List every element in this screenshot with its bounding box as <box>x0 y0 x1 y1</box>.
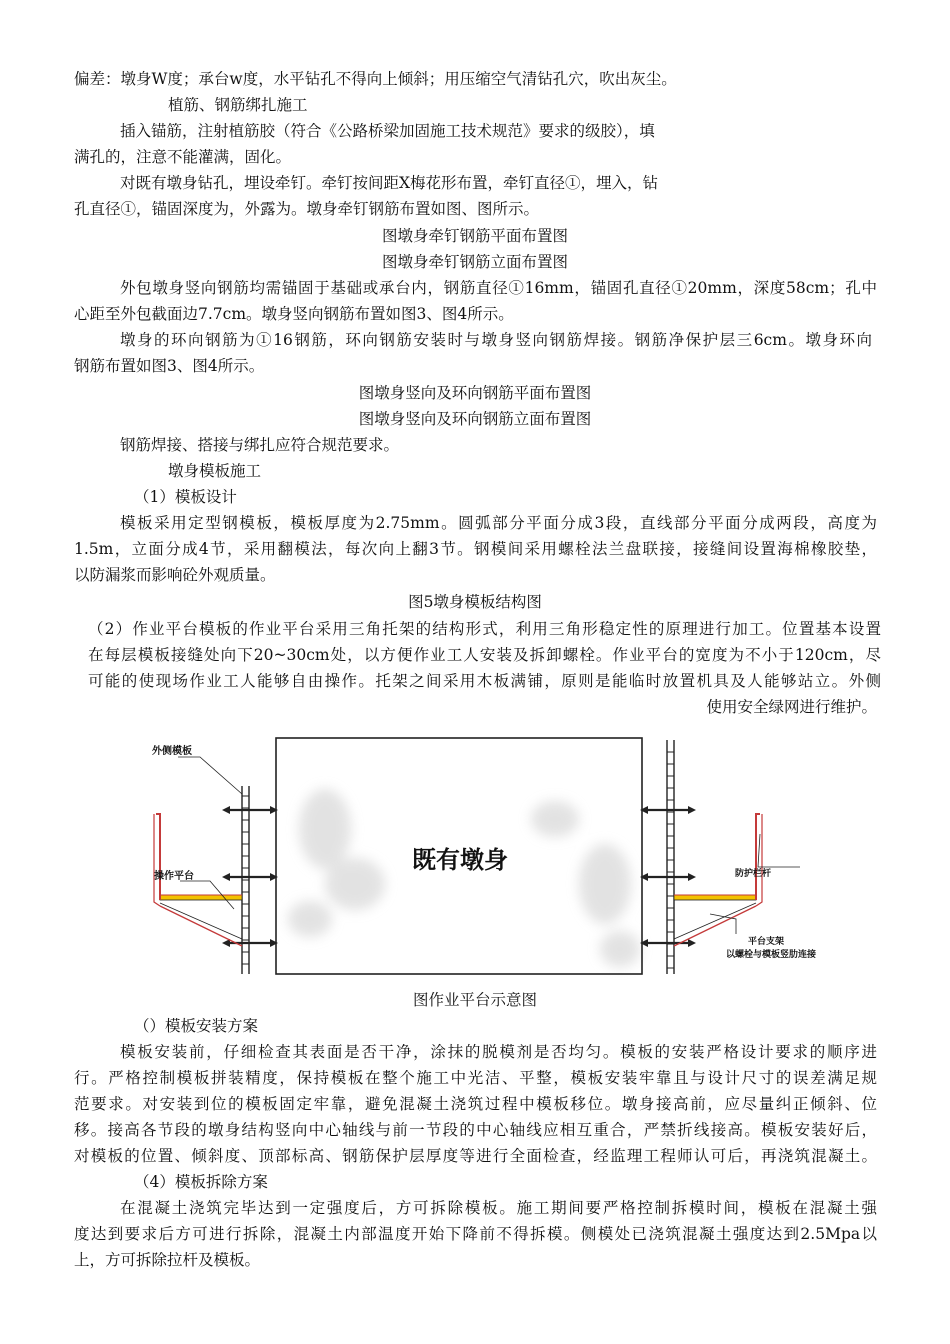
para-line: 移。接高各节段的墩身结构竖向中心轴线与前一节段的中心轴线应相互重合，严禁折线接高。模板安装好后， <box>74 1121 877 1139</box>
para-line: 偏差：墩身W度；承台w度，水平钻孔不得向上倾斜；用压缩空气清钻孔穴，吹出灰尘。 <box>74 70 677 88</box>
figure-caption: 图墩身牵钉钢筋平面布置图 <box>381 227 568 245</box>
para-line: 墩身的环向钢筋为①16钢筋，环向钢筋安装时与墩身竖向钢筋焊接。钢筋净保护层三6cm。墩身环向 <box>120 331 872 349</box>
para-line: 钢筋焊接、搭接与绑扎应符合规范要求。 <box>120 436 400 454</box>
para-line: 满孔的，注意不能灌满，固化。 <box>74 148 292 166</box>
section-heading: 植筋、钢筋绑扎施工 <box>168 96 308 114</box>
para-line: 范要求。对安装到位的模板固定牢靠，避免混凝土浇筑过程中模板移位。墩身接高前，应尽量纠正倾斜、位 <box>74 1095 877 1113</box>
para-line: 孔直径①，锚固深度为，外露为。墩身牵钉钢筋布置如图、图所示。 <box>74 200 540 218</box>
para-line: 1.5m，立面分成4节，采用翻模法，每次向上翻3节。钢模间采用螺栓法兰盘联接，接缝间设置海棉橡胶垫， <box>74 540 877 558</box>
para-line: 钢筋布置如图3、图4所示。 <box>74 357 265 375</box>
platform-diagram <box>150 734 817 974</box>
subsection-heading: （1）模板设计 <box>134 488 237 506</box>
label-support-connection: 以螺栓与模板竖肋连接 <box>726 950 817 960</box>
para-line: 对模板的位置、倾斜度、顶部标高、钢筋保护层厚度等进行全面检查，经监理工程师认可后，再浇筑混凝土。 <box>74 1147 877 1165</box>
para-line: 心距至外包截面边7.7cm。墩身竖向钢筋布置如图3、图4所示。 <box>74 305 514 323</box>
para-line: 模板安装前，仔细检查其表面是否干净，涂抹的脱模剂是否均匀。模板的安装严格设计要求的顺序进 <box>120 1043 877 1061</box>
para-line: 度达到要求后方可进行拆除，混凝土内部温度开始下降前不得拆模。侧模处已浇筑混凝土强度达到2.5Mpa以 <box>74 1225 877 1243</box>
section-heading: 墩身模板施工 <box>168 462 262 480</box>
subsection-heading: （）模板安装方案 <box>134 1017 259 1035</box>
para-line: 可能的使现场作业工人能够自由操作。托架之间采用木板满铺，原则是能临时放置机具及人能够站立。外侧 <box>88 672 881 690</box>
figure-caption: 图墩身竖向及环向钢筋立面布置图 <box>358 410 592 428</box>
label-support: 平台支架 <box>748 937 785 947</box>
para-line: 模板采用定型钢模板，模板厚度为2.75mm。圆弧部分平面分成3段，直线部分平面分成两段，高度为 <box>120 514 877 532</box>
para-line: 在每层模板接缝处向下20~30cm处，以方便作业工人安装及拆卸螺栓。作业平台的宽度为不小于120cm，尽 <box>88 646 881 664</box>
para-line: 使用安全绿网进行维护。 <box>706 698 877 716</box>
figure-caption: 图5墩身模板结构图 <box>408 593 542 611</box>
figure-caption: 图墩身竖向及环向钢筋平面布置图 <box>358 384 592 402</box>
para-line: 以防漏浆而影响砼外观质量。 <box>74 566 276 584</box>
para-line: 插入锚筋，注射植筋胶（符合《公路桥梁加固施工技术规范》要求的级胶），填 <box>120 122 655 140</box>
para-line: 在混凝土浇筑完毕达到一定强度后，方可拆除模板。施工期间要严格控制拆模时间，模板在混凝土强 <box>120 1199 877 1217</box>
para-line: （2）作业平台模板的作业平台采用三角托架的结构形式，利用三角形稳定性的原理进行加工。位置基本设置 <box>88 620 881 638</box>
para-line: 对既有墩身钻孔，埋设牵钉。牵钉按间距X梅花形布置，牵钉直径①，埋入，钻 <box>120 174 659 192</box>
label-railing: 防护栏杆 <box>735 869 772 879</box>
subsection-heading: （4）模板拆除方案 <box>134 1173 268 1191</box>
figure-caption: 图作业平台示意图 <box>412 991 537 1009</box>
para-line: 行。严格控制模板拼装精度，保持模板在整个施工中光洁、平整，模板安装牢靠且与设计尺寸的误差满足规 <box>74 1069 877 1087</box>
label-outer-formwork: 外侧模板 <box>152 746 192 757</box>
label-platform: 操作平台 <box>154 871 194 882</box>
pier-label: 既有墩身 <box>412 846 508 874</box>
para-line: 上，方可拆除拉杆及模板。 <box>74 1251 261 1269</box>
figure-caption: 图墩身牵钉钢筋立面布置图 <box>381 253 568 271</box>
para-line: 外包墩身竖向钢筋均需锚固于基础或承台内，钢筋直径①16mm，锚固孔直径①20mm，深度58cm；孔中 <box>120 279 877 297</box>
